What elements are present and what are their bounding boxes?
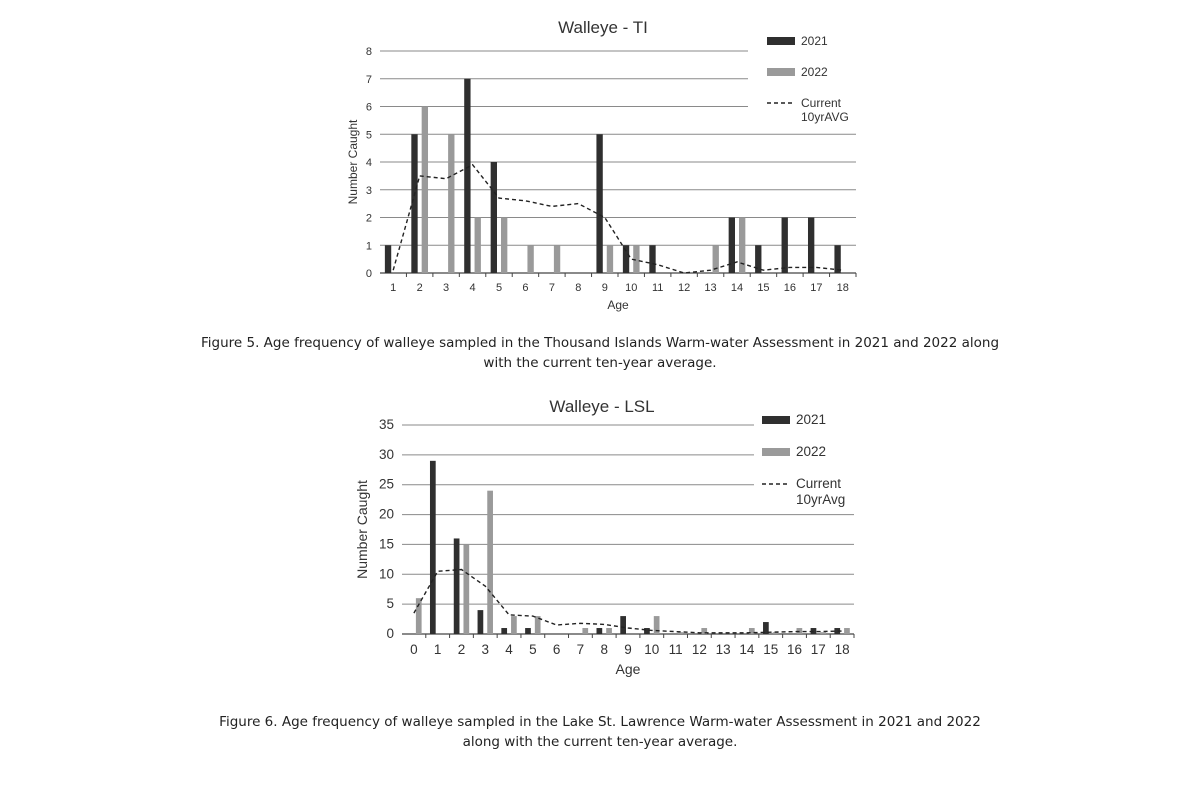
x-tick-label: 6: [552, 642, 561, 657]
x-tick-label: 5: [529, 642, 537, 657]
x-tick-label: 4: [505, 642, 513, 657]
x-axis-title: Age: [607, 298, 629, 312]
bar-2022-age-4: [511, 616, 517, 634]
bar-2022-age-17: [820, 632, 826, 634]
legend-label-2022: 2022: [801, 65, 828, 79]
y-axis-title: Number Caught: [354, 480, 370, 579]
bar-2021-age-1: [430, 461, 436, 634]
y-tick-label: 5: [365, 129, 372, 142]
x-tick-label: 17: [810, 282, 823, 294]
y-tick-label: 4: [365, 157, 372, 169]
x-tick-label: 10: [644, 642, 660, 657]
y-tick-label: 0: [386, 626, 394, 641]
y-tick-label: 25: [378, 476, 394, 492]
x-tick-label: 15: [763, 642, 779, 657]
bar-2022-age-2: [422, 107, 428, 274]
bar-2021-age-4: [464, 79, 470, 273]
bar-2021-age-9: [620, 616, 626, 634]
x-tick-label: 6: [522, 282, 529, 294]
figure-caption-lsl: Figure 6. Age frequency of walleye sampled in the Lake St. Lawrence Warm-water Assessment in 2021 and 2022 along with the current ten-year average.: [219, 714, 981, 750]
x-tick-label: 3: [481, 642, 490, 657]
legend-label-10yr-average: Current 10yrAVG: [801, 96, 849, 124]
x-tick-label: 18: [836, 282, 849, 294]
x-tick-label: 13: [715, 642, 731, 657]
chart-title: Walleye - LSL: [549, 397, 655, 416]
y-tick-label: 8: [365, 46, 372, 58]
legend-swatch-2022: [767, 68, 795, 76]
x-tick-label: 7: [548, 282, 555, 294]
x-tick-label: 2: [416, 282, 423, 294]
x-tick-label: 8: [600, 642, 608, 657]
x-tick-label: 12: [677, 282, 691, 294]
legend-label-2021: 2021: [796, 412, 827, 427]
y-tick-label: 30: [378, 446, 394, 462]
y-tick-label: 3: [365, 184, 372, 197]
x-tick-label: 8: [575, 282, 582, 294]
chart-walleye-ti: [0, 0, 1200, 330]
y-tick-label: 6: [365, 101, 372, 114]
y-tick-label: 1: [365, 240, 372, 253]
bar-2021-age-3: [478, 610, 484, 634]
bar-2021-age-18: [834, 245, 840, 273]
bar-2022-age-7: [582, 628, 588, 634]
bar-2022-age-6: [527, 245, 533, 273]
bar-2021-age-11: [649, 245, 655, 273]
y-tick-label: 15: [378, 536, 394, 552]
bar-2022-age-8: [606, 628, 612, 634]
x-tick-label: 1: [390, 282, 397, 294]
bar-2021-age-10: [623, 245, 629, 273]
y-tick-label: 10: [378, 566, 394, 582]
legend-label-10yr-average: Current 10yrAvg: [796, 476, 846, 507]
bar-2022-age-7: [554, 245, 560, 273]
y-tick-label: 5: [386, 596, 394, 612]
bar-2021-age-8: [597, 628, 603, 634]
y-tick-label: 0: [365, 268, 372, 280]
x-tick-label: 13: [704, 282, 717, 294]
x-tick-label: 0: [410, 642, 418, 657]
x-axis-title: Age: [615, 661, 641, 677]
x-tick-label: 15: [757, 282, 770, 294]
y-tick-label: 7: [365, 73, 372, 86]
bar-2021-age-17: [808, 218, 814, 274]
bar-2022-age-9: [607, 245, 613, 273]
bar-2021-age-15: [755, 245, 761, 273]
bar-2022-age-4: [475, 218, 481, 274]
bar-2022-age-5: [501, 218, 507, 274]
bar-2021-age-5: [525, 628, 531, 634]
x-tick-label: 16: [787, 642, 803, 657]
bar-2021-age-10: [644, 628, 650, 634]
bar-2021-age-2: [454, 538, 460, 634]
x-tick-label: 12: [691, 642, 707, 657]
x-tick-label: 16: [783, 282, 797, 294]
x-tick-label: 3: [443, 282, 450, 294]
y-tick-label: 35: [378, 417, 394, 432]
chart-title: Walleye - TI: [558, 18, 648, 37]
legend-swatch-2021: [762, 416, 790, 424]
line-10yr-average: [393, 165, 843, 273]
chart-walleye-lsl: [0, 388, 1200, 698]
y-tick-label: 2: [365, 212, 372, 225]
x-tick-label: 18: [834, 642, 850, 657]
bar-2022-age-2: [463, 544, 469, 634]
bar-2021-age-5: [491, 162, 497, 273]
x-tick-label: 11: [651, 282, 664, 294]
x-tick-label: 2: [457, 642, 466, 657]
x-tick-label: 9: [624, 642, 632, 657]
x-tick-label: 10: [625, 282, 638, 294]
x-tick-label: 11: [668, 642, 683, 657]
x-tick-label: 17: [810, 642, 826, 657]
x-tick-label: 5: [495, 282, 503, 294]
x-tick-label: 14: [730, 282, 744, 294]
bar-2021-age-4: [501, 628, 507, 634]
bar-2021-age-16: [782, 218, 788, 274]
x-tick-label: 1: [433, 642, 442, 657]
x-tick-label: 14: [739, 642, 755, 657]
legend-label-2021: 2021: [801, 34, 828, 48]
bar-2022-age-14: [739, 218, 745, 274]
bar-2022-age-3: [448, 134, 454, 273]
bar-2021-age-2: [411, 134, 417, 273]
figure-caption-ti: Figure 5. Age frequency of walleye sampled in the Thousand Islands Warm-water Assessment in 2021 and 2022 along with the current ten-year average.: [200, 335, 1000, 371]
legend-label-2022: 2022: [796, 444, 827, 459]
legend-swatch-2021: [767, 37, 795, 45]
x-tick-label: 7: [576, 642, 585, 657]
bar-2021-age-1: [385, 245, 391, 273]
legend-swatch-2022: [762, 448, 790, 456]
x-tick-label: 9: [601, 282, 608, 294]
y-tick-label: 20: [378, 506, 394, 522]
y-axis-title: Number Caught: [346, 119, 360, 205]
x-tick-label: 4: [469, 282, 476, 294]
bar-2022-age-3: [487, 491, 493, 634]
bar-2022-age-18: [844, 628, 850, 634]
bar-2021-age-9: [596, 134, 602, 273]
